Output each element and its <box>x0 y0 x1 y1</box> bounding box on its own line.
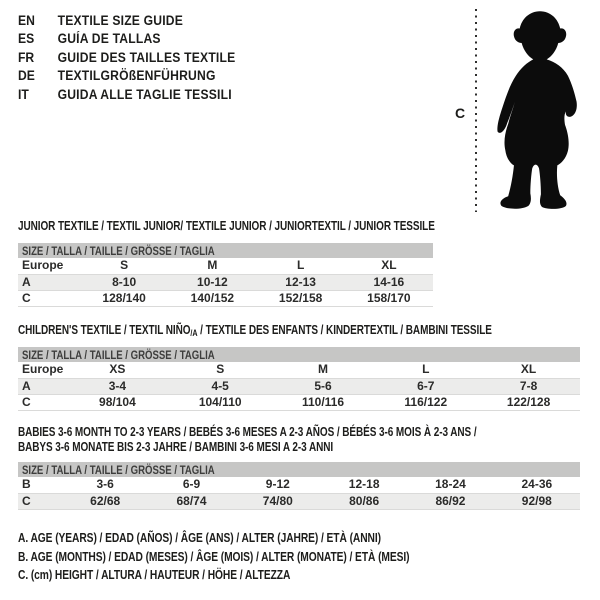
size-cell: 80/86 <box>321 493 407 509</box>
size-cell: 9-12 <box>235 477 321 493</box>
size-cell: 4-5 <box>169 378 272 394</box>
height-label: C <box>455 105 466 121</box>
language-title: GUIDA ALLE TAGLIE TESSILI <box>57 86 232 102</box>
language-code: DE <box>18 68 35 84</box>
language-list <box>18 11 260 104</box>
row-label: C <box>18 493 62 509</box>
size-cell: 6-7 <box>374 378 477 394</box>
size-cell: M <box>272 362 375 378</box>
height-measure-line <box>475 9 477 212</box>
size-cell: 128/140 <box>80 290 168 306</box>
row-label: A <box>18 378 66 394</box>
size-cell: 10-12 <box>168 274 256 290</box>
children-title-suffix: / TEXTILE DES ENFANTS / KINDERTEXTIL / BAMBINI TESSILE <box>197 323 492 337</box>
size-cell: 7-8 <box>477 378 580 394</box>
row-label: Europe <box>18 362 66 378</box>
size-header-label: SIZE / TALLA / TAILLE / GRÖSSE / TAGLIA <box>22 243 215 258</box>
language-title: GUÍA DE TALLAS <box>57 31 161 47</box>
children-table-title <box>18 323 492 338</box>
row-label: C <box>18 394 66 410</box>
language-row <box>18 85 235 104</box>
size-cell: 3-6 <box>62 477 148 493</box>
language-row <box>18 67 235 86</box>
babies-title-line2: BABYS 3-6 MONATE BIS 2-3 JAHRE / BAMBINI 3-6 MESI A 2-3 ANNI <box>18 440 334 454</box>
baby-silhouette-icon <box>486 5 592 214</box>
size-cell: 8-10 <box>80 274 168 290</box>
language-code: ES <box>18 31 35 47</box>
size-cell: 98/104 <box>66 394 169 410</box>
size-cell: 86/92 <box>407 493 493 509</box>
size-cell: 158/170 <box>345 290 433 306</box>
children-title-prefix: CHILDREN'S TEXTILE / TEXTIL NIÑO <box>18 323 191 337</box>
table-row <box>18 477 580 493</box>
table-row <box>18 362 580 378</box>
children-title-subscript: /A <box>190 328 198 338</box>
legend-note: C. (cm) HEIGHT / ALTURA / HAUTEUR / HÖHE / ALTEZZA <box>18 568 291 582</box>
size-cell: 24-36 <box>494 477 580 493</box>
size-cell: XL <box>477 362 580 378</box>
legend-notes <box>18 531 495 587</box>
junior-table-title: JUNIOR TEXTILE / TEXTIL JUNIOR/ TEXTILE JUNIOR / JUNIORTEXTIL / JUNIOR TESSILE <box>18 219 435 233</box>
size-cell: 110/116 <box>272 394 375 410</box>
language-row <box>18 11 235 30</box>
size-cell: 5-6 <box>272 378 375 394</box>
row-label: C <box>18 290 80 306</box>
size-cell: 74/80 <box>235 493 321 509</box>
junior-size-table <box>18 243 433 307</box>
table-row <box>18 258 433 274</box>
size-header-band <box>18 243 433 258</box>
size-cell: 18-24 <box>407 477 493 493</box>
size-cell: 140/152 <box>168 290 256 306</box>
language-row <box>18 48 235 67</box>
babies-size-table <box>18 462 580 510</box>
row-label: Europe <box>18 258 80 274</box>
table-row <box>18 378 580 394</box>
legend-note: B. AGE (MONTHS) / EDAD (MESES) / ÂGE (MOIS) / ALTER (MONATE) / ETÀ (MESI) <box>18 549 410 564</box>
size-cell: 68/74 <box>148 493 234 509</box>
size-cell: S <box>169 362 272 378</box>
language-code: EN <box>18 12 35 28</box>
row-label: B <box>18 477 62 493</box>
size-cell: 14-16 <box>345 274 433 290</box>
language-code: FR <box>18 49 35 65</box>
size-cell: XS <box>66 362 169 378</box>
size-header-band <box>18 347 580 362</box>
legend-note: A. AGE (YEARS) / EDAD (AÑOS) / ÂGE (ANS) / ALTER (JAHRE) / ETÀ (ANNI) <box>18 531 381 545</box>
babies-title-line1: BABIES 3-6 MONTH TO 2-3 YEARS / BEBÉS 3-6 MESES A 2-3 AÑOS / BÉBÉS 3-6 MOIS À 2-3 ANS / <box>18 425 477 439</box>
size-cell: 6-9 <box>148 477 234 493</box>
table-row <box>18 394 580 410</box>
table-row <box>18 493 580 509</box>
language-title: TEXTILGRÖßENFÜHRUNG <box>57 68 216 84</box>
size-header-band <box>18 462 580 477</box>
size-cell: 62/68 <box>62 493 148 509</box>
size-cell: M <box>168 258 256 274</box>
size-cell: 116/122 <box>374 394 477 410</box>
size-cell: 12-18 <box>321 477 407 493</box>
table-row <box>18 290 433 306</box>
size-cell: 152/158 <box>257 290 345 306</box>
size-cell: XL <box>345 258 433 274</box>
size-cell: S <box>80 258 168 274</box>
babies-table-title <box>18 425 477 455</box>
size-cell: L <box>374 362 477 378</box>
row-label: A <box>18 274 80 290</box>
language-title: GUIDE DES TAILLES TEXTILE <box>57 49 236 65</box>
table-row <box>18 274 433 290</box>
size-cell: 122/128 <box>477 394 580 410</box>
children-size-table <box>18 347 580 411</box>
size-cell: 3-4 <box>66 378 169 394</box>
size-header-label: SIZE / TALLA / TAILLE / GRÖSSE / TAGLIA <box>22 347 215 362</box>
language-title: TEXTILE SIZE GUIDE <box>57 12 184 28</box>
language-code: IT <box>18 86 29 102</box>
size-cell: 92/98 <box>494 493 580 509</box>
size-cell: 104/110 <box>169 394 272 410</box>
size-cell: 12-13 <box>257 274 345 290</box>
size-cell: L <box>257 258 345 274</box>
size-header-label: SIZE / TALLA / TAILLE / GRÖSSE / TAGLIA <box>22 462 215 477</box>
language-row <box>18 30 235 49</box>
